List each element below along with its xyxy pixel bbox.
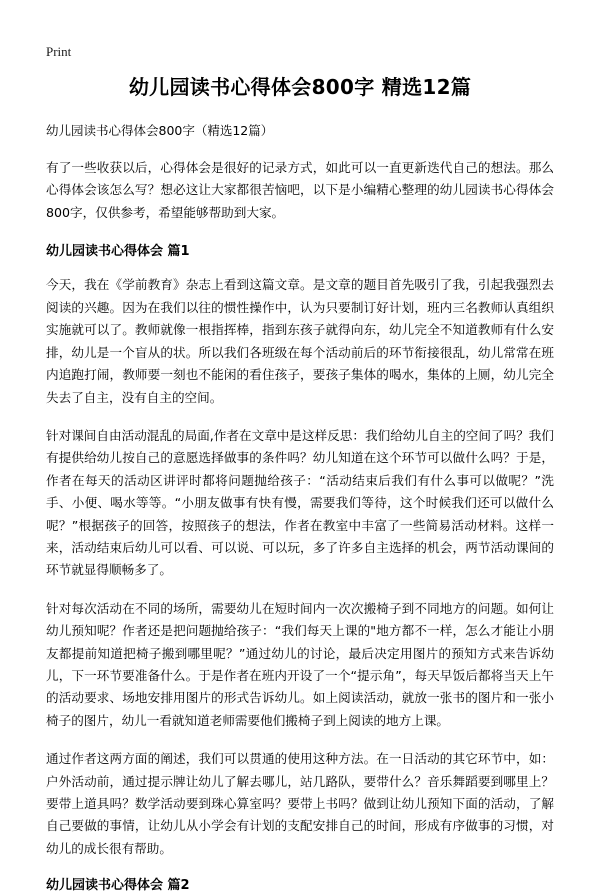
page-title: 幼儿园读书心得体会800字 精选12篇	[128, 75, 472, 99]
section-1-paragraph-1: 今天，我在《学前教育》杂志上看到这篇文章。是文章的题目首先吸引了我，引起我强烈去阅读的兴趣。因为在我们以往的惯性操作中，认为只要制订好计划，班内三名教师认真组织实施就可以了。教师就像一根指挥棒，指到东孩子就得向东，幼儿完全不知道教师有什么安排，幼儿是一个盲从的状。所以我们各班级在每个活动前后的环节衔接很乱，幼儿常常在班内追跑打闹，教师要一刻也不能闲的看住孩子，要孩子集体的喝水，集体的上厕，幼儿完全失去了自主，没有自主的空间。	[46, 277, 554, 405]
document-subtitle: 幼儿园读书心得体会800字（精选12篇）	[46, 123, 274, 138]
print-toolbar	[46, 44, 554, 60]
section-heading-1: 幼儿园读书心得体会 篇1	[46, 243, 190, 259]
print-link[interactable]: Print	[46, 44, 72, 59]
section-heading-2: 幼儿园读书心得体会 篇2	[46, 878, 190, 894]
section-1-paragraph-2: 针对课间自由活动混乱的局面,作者在文章中是这样反思：我们给幼儿自主的空间了吗？我们有提供给幼儿按自己的意愿选择做事的条件吗？幼儿知道在这个环节可以做什么吗？于是，作者在每天的活动区讲评时都将问题抛给孩子：“活动结束后我们有什么事可以做呢？”洗手、小便、喝水等等。“小朋友做事有快有慢，需要我们等待，这个时候我们还可以做什么呢？”根据孩子的回答，按照孩子的想法，作者在教室中丰富了一些简易活动材料。这样一来，活动结束后幼儿可以看、可以说、可以玩，多了许多自主选择的机会，两节活动课间的环节就显得顺畅多了。	[46, 427, 554, 578]
section-1-paragraph-4: 通过作者这两方面的阐述，我们可以贯通的使用这种方法。在一日活动的其它环节中，如：户外活动前，通过提示牌让幼儿了解去哪儿，站几路队，要带什么？音乐舞蹈要到哪里上？要带上道具吗？数学活动要到珠心算室吗？要带上书吗？做到让幼儿预知下面的活动，了解自己要做的事情，让幼儿从小学会有计划的支配安排自己的时间，形成有序做事的习惯，对幼儿的成长很有帮助。	[46, 751, 554, 856]
intro-paragraph: 有了一些收获以后，心得体会是很好的记录方式，如此可以一直更新迭代自己的想法。那么心得体会该怎么写？想必这让大家都很苦恼吧，以下是小编精心整理的幼儿园读书心得体会800字，仅供参考，希望能够帮助到大家。	[46, 159, 554, 220]
document-body	[46, 157, 554, 896]
section-1-paragraph-3: 针对每次活动在不同的场所，需要幼儿在短时间内一次次搬椅子到不同地方的问题。如何让幼儿预知呢？作者还是把问题抛给孩子：“我们每天上课的"地方都不一样，怎么才能让小朋友都提前知道把椅子搬到哪里呢？”通过幼儿的讨论，最后决定用图片的预知方式来告诉幼儿，下一环节要准备什么。于是作者在班内开设了一个“提示角”，每天早饭后都将当天上午的活动要求、场地安排用图片的形式告诉幼儿。如上阅读活动，就放一张书的图片和一张小椅子的图片，幼儿一看就知道老师需要他们搬椅子到上阅读的地方上课。	[46, 600, 554, 728]
